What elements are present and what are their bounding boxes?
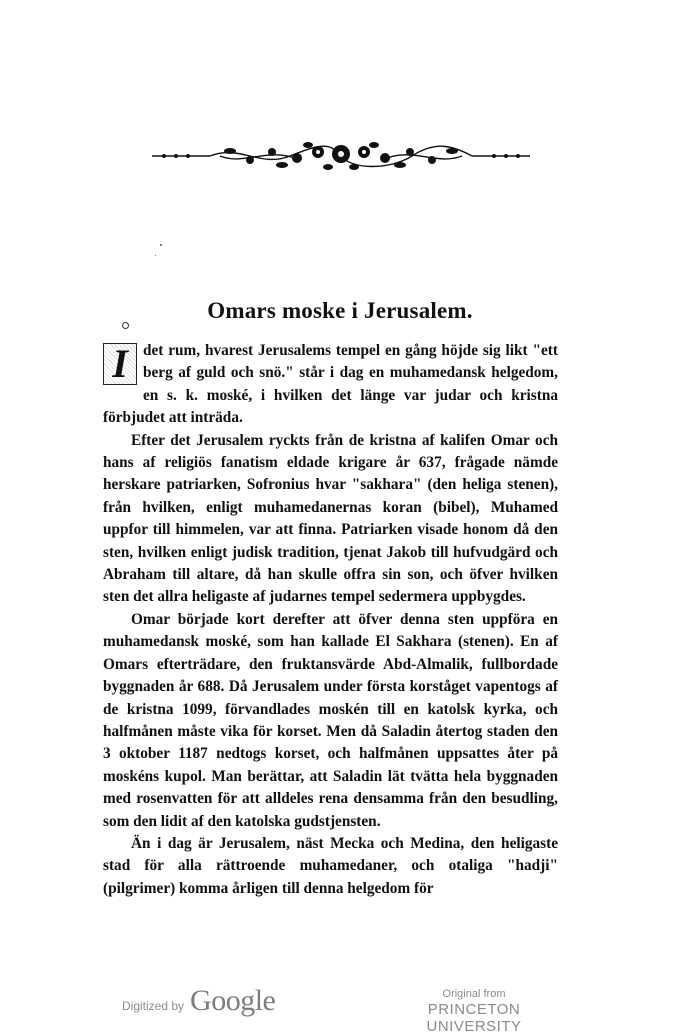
ornament-circle — [122, 322, 129, 329]
university-name: PRINCETON UNIVERSITY — [426, 1001, 522, 1035]
original-from-label: Original from — [442, 988, 506, 1000]
paragraph: Än i dag är Jerusalem, näst Mecka och Medina, den heligaste stad för alla rättroende muhamedaner, och otaliga "hadji" (pilgrimer) komma årligen till denna helgedom för — [103, 834, 558, 897]
paper-speck — [160, 244, 162, 246]
floral-ornament — [150, 138, 532, 174]
paragraph-text: det rum, hvarest Jerusalems tempel en gång höjde sig likt "ett berg af guld och snö." står i dag en muhamedansk helgedom, en s. k. moské, i hvilken det länge var judar och kristna förbjudet att inträda. — [103, 342, 558, 427]
body-text — [103, 340, 558, 900]
paragraph: Efter det Jerusalem ryckts från de kristna af kalifen Omar och hans af religiös fanatism eldade krigare år 637, frågade nämde herskare patriarken, Sofronius hvar "sakhara" (den heliga stenen), från hvilken, enligt muhamedanernas koran (bibel), Muhamed uppfor till himmelen, var att finna. Patriarken visade honom då den sten, hvilken enligt judisk tradition, tjenat Jakob till hufvudgärd och Abraham till altare, då han skulle offra sin son, och öfver hvilken sten det allra heligaste af judarnes tempel sedermera uppbygdes. — [103, 431, 558, 606]
google-logo: Google — [190, 984, 276, 1017]
digitized-by-watermark — [122, 984, 275, 1018]
original-source-watermark — [384, 988, 564, 1035]
page-title: Omars moske i Jerusalem. — [207, 298, 473, 323]
paragraph: Omar började kort derefter att öfver denna sten uppföra en muhamedansk moské, som han kallade El Sakhara (stenen). En af Omars efterträdare, den fruktansvärde Abd-Almalik, fullbordade byggnaden år 688. Då Jerusalem under första korståget vapentogs af de kristna 1099, förvandlades moskén till en katolsk kyrka, och halfmånen måste vika för korset. Men då Saladin återtog staden den 3 oktober 1187 nedtogs korset, och halfmånen uppsattes åter på moskéns kupol. Man berättar, att Saladin lät tvätta hela byggnaden med rosenvatten för att alldeles rena densamma från den besudling, som den lidit af den katolska gudstjensten. — [103, 610, 558, 830]
paper-speck — [155, 255, 156, 256]
drop-cap: I — [103, 343, 137, 385]
paragraph — [103, 340, 558, 430]
digitized-label: Digitized by — [122, 999, 185, 1013]
